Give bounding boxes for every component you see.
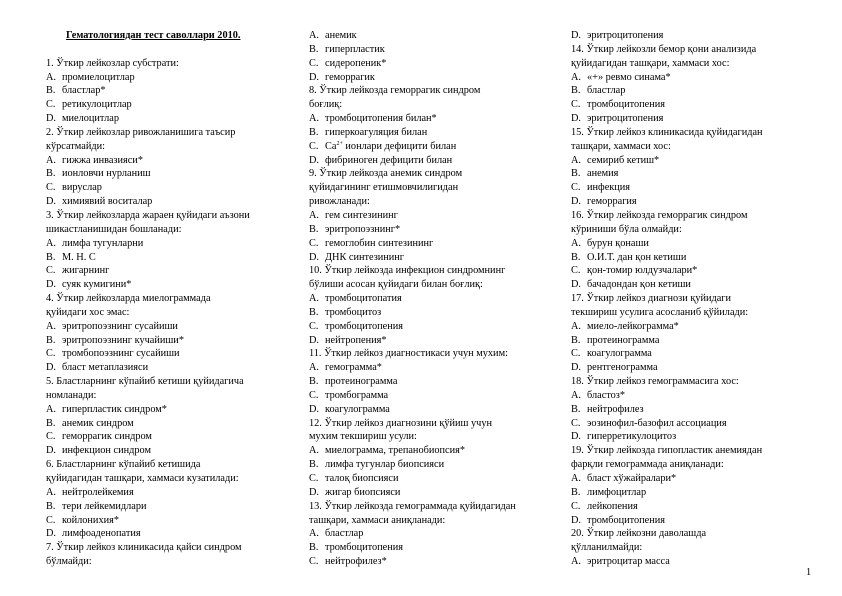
question-line: 3. Ўткир лейкозларда жараен қуйидаги аъзони: [46, 209, 250, 221]
option-letter: D.: [571, 431, 582, 443]
option-text: койлонихия*: [62, 514, 119, 526]
option-text: бласт метаплазияси: [62, 362, 149, 374]
answer-option: [46, 167, 294, 181]
option-text: ионловчи нурланиш: [62, 168, 151, 180]
option-letter: B.: [46, 168, 56, 180]
answer-option: [571, 555, 816, 569]
option-text: гижжа инвазияси*: [62, 154, 143, 166]
option-letter: C.: [46, 99, 56, 111]
option-text: суяк кумигини*: [62, 279, 132, 291]
column-2-lines: [309, 29, 557, 569]
answer-option: [309, 389, 557, 403]
answer-option: [309, 292, 557, 306]
option-letter: B.: [571, 334, 581, 346]
option-text: эритроцитар масса: [587, 556, 670, 568]
option-text: анемия: [587, 168, 619, 180]
answer-option: [46, 320, 294, 334]
page-number: 1: [806, 567, 812, 578]
answer-option: [46, 112, 294, 126]
option-text: лимфа тугунлар биопсияси: [325, 459, 445, 471]
answer-option: [571, 181, 816, 195]
answer-option: [309, 126, 557, 140]
answer-option: [46, 334, 294, 348]
answer-option: [309, 444, 557, 458]
answer-option: [46, 278, 294, 292]
answer-option: [571, 472, 816, 486]
option-text: анемик синдром: [62, 417, 134, 429]
answer-option: [571, 251, 816, 265]
answer-option: [309, 486, 557, 500]
option-letter: B.: [46, 85, 56, 97]
option-text: геморрагик: [325, 71, 375, 83]
question-line: мухим текшириш усули:: [309, 431, 417, 443]
title-spacer: [46, 43, 294, 57]
option-letter: D.: [309, 403, 320, 415]
answer-option: [46, 71, 294, 85]
option-letter: A.: [571, 71, 582, 83]
option-text: лейкопения: [587, 500, 638, 512]
answer-option: [46, 154, 294, 168]
answer-option: [46, 181, 294, 195]
option-letter: C.: [571, 348, 581, 360]
option-letter: C.: [46, 182, 56, 194]
question-line: 5. Бластларнинг кўпайиб кетиши қуйидагича: [46, 376, 244, 388]
option-text: семириб кетиш*: [587, 154, 660, 166]
option-text: эритропоэзнинг кучайиши*: [62, 334, 184, 346]
answer-option: [309, 57, 557, 71]
option-letter: D.: [46, 113, 57, 125]
option-text: фибриноген дефицити билан: [325, 154, 453, 166]
option-text: тери лейкемидлари: [62, 500, 147, 512]
option-letter: D.: [571, 514, 582, 526]
answer-option: [309, 237, 557, 251]
option-text: инфекция: [587, 182, 631, 194]
option-text: талоқ биопсияси: [325, 473, 399, 484]
option-text: тромбоцитопения: [325, 320, 404, 332]
answer-option: [571, 486, 816, 500]
option-letter: D.: [571, 279, 582, 291]
answer-option: [309, 375, 557, 389]
option-text: анемик: [325, 30, 357, 41]
option-letter: D.: [46, 528, 57, 540]
answer-option: [46, 347, 294, 361]
question-line: бўлиши асосан қуйидаги билан боғлиқ:: [309, 279, 483, 291]
question-line: номланади:: [46, 389, 97, 401]
option-letter: B.: [46, 500, 56, 512]
option-letter: B.: [46, 417, 56, 429]
option-letter: A.: [571, 389, 582, 401]
question-line: боғлиқ:: [309, 99, 343, 111]
option-text: тромбоцитопения: [325, 542, 404, 554]
answer-option: [309, 154, 557, 168]
option-text: нейтрофилез*: [325, 556, 387, 568]
answer-option: [571, 195, 816, 209]
option-text: химиявий воситалар: [62, 196, 153, 208]
option-letter: B.: [309, 542, 319, 554]
option-text: эритроцитопения: [587, 30, 664, 41]
answer-option: [46, 195, 294, 209]
option-text: гиперкоагуляция билан: [325, 126, 428, 138]
option-text-after: ионлари дефицити билан: [342, 140, 457, 152]
answer-option: [571, 264, 816, 278]
option-text: О.И.Т. дан қон кетиши: [587, 251, 687, 263]
option-text: эритропоэзнинг сусайиши: [62, 320, 178, 332]
option-letter: A.: [46, 154, 57, 166]
answer-option: [571, 98, 816, 112]
answer-option: [571, 389, 816, 403]
column-1: [46, 29, 294, 569]
answer-option: [46, 251, 294, 265]
answer-option: [46, 361, 294, 375]
option-letter: D.: [571, 113, 582, 125]
option-letter: B.: [46, 334, 56, 346]
option-letter: A.: [46, 486, 57, 498]
option-letter: A.: [46, 71, 57, 83]
question-line: ривожланади:: [309, 196, 370, 208]
option-text: нейтролейкемия: [62, 486, 134, 498]
question-line: ташқари, хаммаси аниқланади:: [309, 514, 446, 526]
answer-option: [571, 278, 816, 292]
option-letter: C.: [309, 473, 319, 484]
option-letter: C.: [309, 237, 319, 249]
question-line: 6. Бластларнинг кўпайиб кетишида: [46, 459, 201, 471]
answer-option: [46, 403, 294, 417]
option-text: ДНК синтезининг: [325, 251, 405, 263]
option-letter: A.: [571, 556, 582, 568]
answer-option: [571, 84, 816, 98]
document-title: Гематологиядан тест саволлари 2010.: [66, 30, 241, 41]
question-line: 14. Ўткир лейкозли бемор қони анализида: [571, 43, 757, 55]
question-line: текшириш усулига асосланиб қўйилади:: [571, 306, 749, 318]
question-line: 9. Ўткир лейкозда анемик синдром: [309, 168, 463, 180]
option-text: бачадондан қон кетиши: [587, 279, 691, 291]
option-superscript: 2+: [336, 140, 343, 147]
question-line: бўлмайди:: [46, 556, 92, 568]
option-text: гиперпластик синдром*: [62, 403, 167, 415]
option-letter: D.: [571, 30, 582, 41]
option-letter: D.: [571, 362, 582, 374]
answer-option: [46, 486, 294, 500]
answer-option: [309, 458, 557, 472]
option-text: бласт хўжайралари*: [587, 473, 677, 484]
answer-option: [309, 361, 557, 375]
option-text: бластлар: [325, 528, 364, 540]
option-text: лимфоцитлар: [587, 486, 647, 498]
option-text: коагулограмма: [325, 403, 390, 415]
option-letter: A.: [571, 320, 582, 332]
option-text: «+» ревмо синама*: [587, 71, 671, 83]
option-text: ретикулоцитлар: [62, 99, 132, 111]
option-letter: A.: [571, 473, 582, 484]
question-line: қуйидагидан ташқари, хаммаси кузатилади:: [46, 473, 239, 484]
question-line: 4. Ўткир лейкозларда миелограммада: [46, 293, 211, 305]
answer-option: [309, 43, 557, 57]
answer-option: [309, 555, 557, 569]
option-letter: C.: [309, 320, 319, 332]
option-letter: B.: [571, 251, 581, 263]
option-text: гемограмма*: [325, 362, 382, 374]
option-text: геморрагик синдром: [62, 431, 152, 443]
answer-option: [571, 334, 816, 348]
option-letter: D.: [309, 251, 320, 263]
option-text: лимфа тугунларни: [62, 237, 144, 249]
option-letter: D.: [309, 486, 320, 498]
option-text: миело-лейкограмма*: [587, 320, 679, 332]
answer-option: [571, 112, 816, 126]
option-letter: A.: [46, 237, 57, 249]
option-text: коагулограмма: [587, 348, 652, 360]
option-text: вируслар: [62, 182, 102, 194]
option-letter: D.: [46, 279, 57, 291]
option-text: тромбопоэзнинг сусайиши: [62, 348, 180, 360]
answer-option: [571, 403, 816, 417]
option-text: эритроцитопения: [587, 113, 664, 125]
question-line: кўрсатмайди:: [46, 140, 105, 152]
option-letter: D.: [46, 445, 57, 457]
option-text: нейтропения*: [325, 334, 387, 346]
option-text: протеинограмма: [587, 334, 660, 346]
option-letter: C.: [571, 99, 581, 111]
answer-option: [309, 29, 557, 43]
option-text: бластлар*: [62, 85, 106, 97]
option-text: рентгенограмма: [587, 362, 658, 374]
option-letter: C.: [571, 265, 581, 277]
column-1-lines: [46, 57, 294, 569]
question-line: қуйидаги хос эмас:: [46, 306, 130, 318]
answer-option: [309, 251, 557, 265]
option-letter: B.: [571, 85, 581, 97]
answer-option: [46, 417, 294, 431]
option-letter: C.: [571, 500, 581, 512]
answer-option: [571, 167, 816, 181]
answer-option: [46, 500, 294, 514]
answer-option: [309, 209, 557, 223]
option-letter: A.: [309, 528, 320, 540]
question-line: 1. Ўткир лейкозлар субстрати:: [46, 57, 179, 69]
question-line: 13. Ўткир лейкозда гемограммада қуйидагидан: [309, 500, 516, 512]
option-text: геморрагия: [587, 196, 637, 208]
option-letter: C.: [46, 265, 56, 277]
question-line: 17. Ўткир лейкоз диагнози қуйидаги: [571, 293, 732, 305]
option-text: тромбограмма: [325, 389, 389, 401]
option-text: қон-томир юлдузчалари*: [587, 265, 698, 277]
option-letter: C.: [571, 417, 581, 429]
question-line: қўлланилмайди:: [571, 542, 643, 554]
question-line: 11. Ўткир лейкоз диагностикаси учун мухим:: [309, 348, 508, 360]
answer-option: [46, 444, 294, 458]
option-letter: B.: [46, 251, 56, 263]
answer-option: [309, 306, 557, 320]
option-letter: B.: [571, 486, 581, 498]
option-letter: B.: [309, 223, 319, 235]
option-text: протеинограмма: [325, 376, 398, 388]
option-letter: C.: [46, 514, 56, 526]
question-line: қуйидагининг етишмовчилигидан: [309, 182, 459, 194]
answer-option: [309, 140, 557, 154]
answer-option: [309, 112, 557, 126]
option-letter: A.: [571, 154, 582, 166]
answer-option: [571, 71, 816, 85]
option-text: гиперретикулоцитоз: [587, 431, 677, 443]
option-letter: D.: [309, 71, 320, 83]
answer-option: [309, 472, 557, 486]
question-line: 2. Ўткир лейкозлар ривожланишига таъсир: [46, 126, 236, 138]
answer-option: [46, 237, 294, 251]
answer-option: [571, 417, 816, 431]
option-letter: B.: [309, 306, 319, 318]
option-text: тромбоцитопения билан*: [325, 113, 437, 125]
option-letter: A.: [309, 113, 320, 125]
option-letter: B.: [571, 403, 581, 415]
option-letter: C.: [309, 57, 319, 69]
option-letter: B.: [309, 376, 319, 388]
option-letter: B.: [309, 459, 319, 471]
option-text: жигарнинг: [62, 265, 110, 277]
option-letter: A.: [309, 362, 320, 374]
option-letter: D.: [309, 334, 320, 346]
option-text: эритропоэзнинг*: [325, 223, 401, 235]
question-line: 19. Ўткир лейкозда гипопластик анемиядан: [571, 445, 763, 457]
option-text: гем синтезининг: [325, 209, 398, 221]
column-3: [571, 29, 816, 569]
option-text: тромбоцитоз: [325, 306, 382, 318]
column-2: [309, 29, 557, 569]
answer-option: [571, 347, 816, 361]
option-letter: C.: [46, 431, 56, 443]
answer-option: [309, 71, 557, 85]
question-line: ташқари, хаммаси хос:: [571, 140, 671, 152]
answer-option: [46, 98, 294, 112]
option-text: промиелоцитлар: [62, 71, 135, 83]
answer-option: [46, 430, 294, 444]
option-text: миелограмма, трепанобиопсия*: [325, 445, 465, 457]
option-text: сидеропеник*: [325, 57, 387, 69]
option-letter: B.: [571, 168, 581, 180]
option-letter: C.: [571, 182, 581, 194]
question-line: 7. Ўткир лейкоз клиникасида қайси синдром: [46, 542, 242, 554]
answer-option: [571, 237, 816, 251]
answer-option: [46, 84, 294, 98]
question-line: кўриниши бўла олмайди:: [571, 223, 682, 235]
option-text: бластоз*: [587, 389, 625, 401]
option-text: гемоглобин синтезининг: [325, 237, 434, 249]
option-letter: A.: [309, 209, 320, 221]
answer-option: [309, 527, 557, 541]
option-letter: C.: [309, 140, 319, 152]
option-letter: A.: [309, 445, 320, 457]
column-3-lines: [571, 29, 816, 569]
option-letter: C.: [309, 556, 319, 568]
answer-option: [571, 361, 816, 375]
option-text: тромбоцитопатия: [325, 293, 402, 305]
option-text: эозинофил-базофил ассоциация: [587, 417, 727, 429]
option-letter: A.: [46, 320, 57, 332]
question-line: 8. Ўткир лейкозда геморрагик синдром: [309, 85, 481, 97]
answer-option: [571, 514, 816, 528]
question-line: 16. Ўткир лейкозда геморрагик синдром: [571, 209, 748, 221]
option-letter: D.: [46, 196, 57, 208]
option-text: инфекцион синдром: [62, 445, 151, 457]
question-line: 15. Ўткир лейкоз клиникасида қуйидагидан: [571, 126, 763, 138]
answer-option: [571, 154, 816, 168]
answer-option: [571, 320, 816, 334]
question-line: қуйидагидан ташқари, хаммаси хос:: [571, 57, 730, 69]
option-letter: D.: [571, 196, 582, 208]
option-text: гиперпластик: [325, 43, 385, 55]
answer-option: [571, 430, 816, 444]
option-text: бластлар: [587, 85, 626, 97]
question-line: 18. Ўткир лейкоз гемограммасига хос:: [571, 376, 739, 388]
option-letter: D.: [46, 362, 57, 374]
answer-option: [571, 29, 816, 43]
option-text: жигар биопсияси: [325, 486, 401, 498]
option-text: тромбоцитопения: [587, 514, 666, 526]
option-letter: A.: [309, 30, 320, 41]
option-text: Ca: [325, 140, 337, 152]
answer-option: [46, 527, 294, 541]
question-line: шикастланишидан бошланади:: [46, 223, 182, 235]
answer-option: [309, 403, 557, 417]
option-text: бурун қонаши: [587, 237, 649, 249]
answer-option: [309, 541, 557, 555]
option-text: М. Н. С: [62, 251, 96, 263]
answer-option: [309, 223, 557, 237]
option-letter: B.: [309, 43, 319, 55]
option-letter: A.: [571, 237, 582, 249]
option-letter: D.: [309, 154, 320, 166]
answer-option: [309, 320, 557, 334]
option-text: лимфоаденопатия: [62, 528, 141, 540]
option-letter: A.: [309, 293, 320, 305]
question-line: 12. Ўткир лейкоз диагнозини қўйиш учун: [309, 417, 492, 429]
option-text: тромбоцитопения: [587, 99, 666, 111]
option-text: миелоцитлар: [62, 113, 120, 125]
answer-option: [571, 500, 816, 514]
answer-option: [46, 514, 294, 528]
answer-option: [309, 334, 557, 348]
question-line: 10. Ўткир лейкозда инфекцион синдромнинг: [309, 265, 506, 277]
answer-option: [46, 264, 294, 278]
question-line: фарқли гемограммада аниқланади:: [571, 459, 724, 471]
option-letter: C.: [309, 389, 319, 401]
option-text: нейтрофилез: [587, 403, 644, 415]
option-letter: A.: [46, 403, 57, 415]
question-line: 20. Ўткир лейкозни даволашда: [571, 528, 707, 540]
option-letter: C.: [46, 348, 56, 360]
option-letter: B.: [309, 126, 319, 138]
